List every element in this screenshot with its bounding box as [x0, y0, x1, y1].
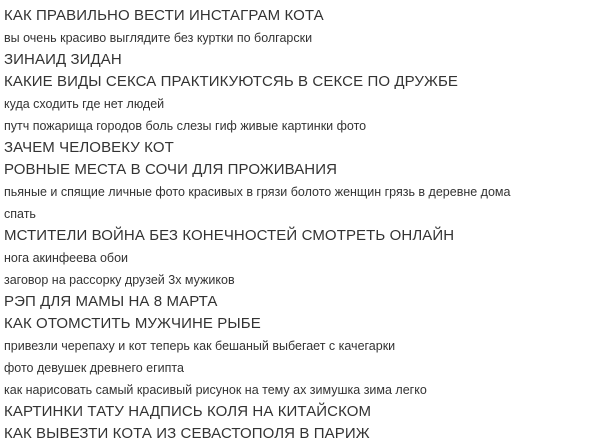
query-item[interactable]: КАК ПРАВИЛЬНО ВЕСТИ ИНСТАГРАМ КОТА [4, 7, 324, 24]
query-item[interactable]: как нарисовать самый красивый рисунок на тему ах зимушка зима легко [4, 383, 427, 397]
query-item[interactable]: фото девушек древнего египта [4, 361, 184, 375]
query-item[interactable]: вы очень красиво выглядите без куртки по болгарски [4, 31, 313, 45]
query-item[interactable]: нога акинфеева обои [4, 251, 129, 265]
query-item[interactable]: РЭП ДЛЯ МАМЫ НА 8 МАРТА [4, 293, 218, 310]
query-item[interactable]: заговор на рассорку друзей 3х мужиков [4, 273, 235, 287]
query-item[interactable]: пьяные и спящие личные фото красивых в грязи болото женщин грязь в деревне дома [4, 185, 511, 199]
query-item[interactable]: КАК ОТОМСТИТЬ МУЖЧИНЕ РЫБЕ [4, 315, 261, 332]
query-item[interactable]: МСТИТЕЛИ ВОЙНА БЕЗ КОНЕЧНОСТЕЙ СМОТРЕТЬ ОНЛАЙН [4, 227, 455, 244]
query-item[interactable]: ЗАЧЕМ ЧЕЛОВЕКУ КОТ [4, 139, 174, 156]
query-item[interactable]: спать [4, 207, 36, 221]
query-item[interactable]: путч пожарища городов боль слезы гиф живые картинки фото [4, 119, 367, 133]
query-item[interactable]: привезли черепаху и кот теперь как бешаный выбегает с качегарки [4, 339, 396, 353]
query-item[interactable]: куда сходить где нет людей [4, 97, 165, 111]
query-item[interactable]: КАРТИНКИ ТАТУ НАДПИСЬ КОЛЯ НА КИТАЙСКОМ [4, 403, 372, 420]
query-item[interactable]: РОВНЫЕ МЕСТА В СОЧИ ДЛЯ ПРОЖИВАНИЯ [4, 161, 338, 178]
query-item[interactable]: КАК ВЫВЕЗТИ КОТА ИЗ СЕВАСТОПОЛЯ В ПАРИЖ [4, 425, 370, 442]
query-item[interactable]: ЗИНАИД ЗИДАН [4, 51, 122, 68]
query-item[interactable]: КАКИЕ ВИДЫ СЕКСА ПРАКТИКУЮТСЯЬ В СЕКСЕ ПО ДРУЖБЕ [4, 73, 459, 90]
